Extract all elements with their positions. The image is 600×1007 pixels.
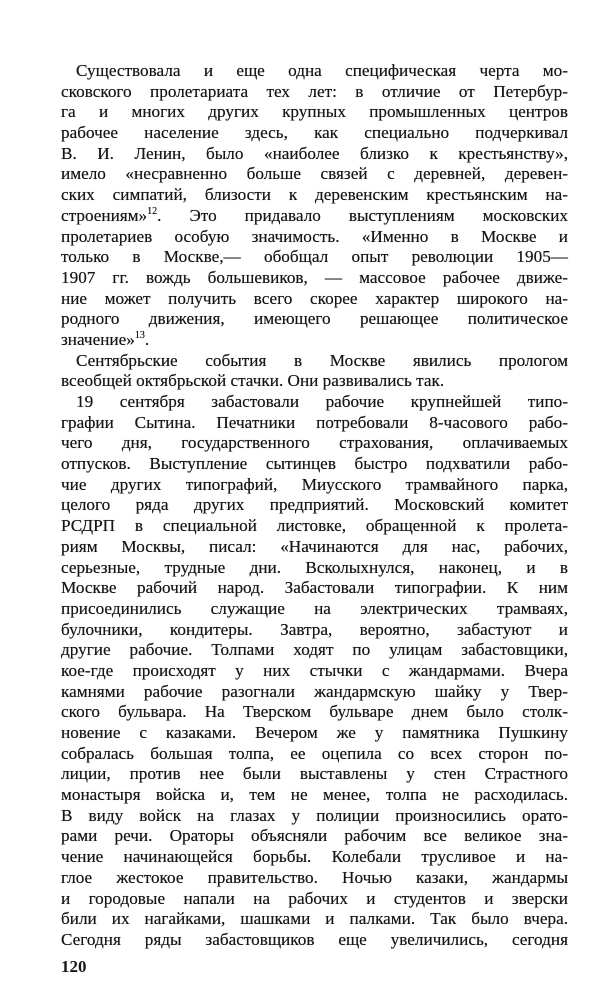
page-number: 120 [61,957,87,976]
text-line: только в Москве,— обобщал опыт революции 1905— [61,247,568,267]
text-line: сковского пролетариата тех лет: в отличие от Петербур- [61,81,568,101]
text-line: Сегодня ряды забастовщиков еще увеличились, сегодня [61,929,568,949]
text-line: чение начинающейся борьбы. Колебали трусливое и на- [61,847,568,867]
text-line: присоединились служащие на электрических трамваях, [61,598,568,618]
text-line: ских симпатий, близости к деревенским крестьянским на- [61,185,568,205]
text-line: кое-где происходят у них стычки с жандармами. Вчера [61,660,568,680]
text-line: риям Москвы, писал: «Начинаются для нас, рабочих, [61,536,568,556]
footnote-ref: 13 [134,329,145,341]
text-line: имело «несравненно больше связей с деревней, деревен- [61,164,568,184]
text-fragment: . [144,329,150,349]
text-line: собралась большая толпа, ее оцепила со всех сторон по- [61,743,568,763]
text-line: В виду войск на глазах у полиции произносились орато- [61,805,568,825]
text-fragment: значение» [61,329,135,349]
text-line: ние может получить всего скорее характер широкого на- [61,288,568,308]
footnote-ref: 12 [147,205,158,217]
text-line: ского бульвара. На Тверском бульваре днем было столк- [61,702,568,722]
text-line: рабочее население здесь, как специально подчеркивал [61,123,568,143]
text-line: чего дня, государственного страхования, оплачиваемых [61,433,568,453]
text-line: били их нагайками, шашками и палками. Так было вчера. [61,909,568,929]
text-line: отпусков. Выступление сытинцев быстро подхватили рабо- [61,454,568,474]
page-body [61,61,568,951]
text-line: Существовала и еще одна специфическая черта мо- [76,61,568,80]
text-line: лиции, против нее были выставлены у стен Страстного [61,764,568,784]
text-line: чие других типографий, Миусского трамвайного парка, [61,474,568,494]
text-line: Москве рабочий народ. Забастовали типографии. К ним [61,578,568,598]
text-fragment: . Это придавало выступлениям московских [157,205,568,225]
text-line: В. И. Ленин, было «наиболее близко к крестьянству», [61,143,568,163]
text-line: новение с казаками. Вечером же у памятника Пушкину [61,723,568,742]
text-line: пролетариев особую значимость. «Именно в Москве и [61,226,568,246]
text-line: графии Сытина. Печатники потребовали 8-часового рабо- [61,412,568,432]
text-line: другие рабочие. Толпами ходят по улицам забастовщики, [61,640,568,660]
text-line: рами речи. Ораторы объясняли рабочим все великое зна- [61,826,568,846]
text-line: всеобщей октябрьской стачки. Они развивались так. [61,371,445,391]
text-fragment: строениям» [61,205,148,225]
text-line: булочники, кондитеры. Завтра, вероятно, забастуют и [61,619,568,639]
text-line: га и многих других крупных промышленных центров [61,102,568,122]
text-line: Сентябрьские события в Москве явились прологом [76,350,568,370]
text-line: серьезные, трудные дни. Всколыхнулся, наконец, и в [61,557,568,577]
text-line: 19 сентября забастовали рабочие крупнейшей типо- [76,392,568,411]
text-line: 1907 гг. вождь большевиков, — массовое рабочее движе- [61,267,568,287]
text-line: и городовые напали на рабочих и студентов и зверски [61,888,568,908]
text-line [61,206,568,227]
text-line: целого ряда других предприятий. Московский комитет [61,495,568,515]
text-line: родного движения, имеющего решающее политическое [61,309,568,329]
text-line: монастыря войска и, тем не менее, толпа не расходилась. [61,785,568,805]
text-line: РСДРП в специальной листовке, обращенной к пролета- [61,516,568,536]
text-line: камнями рабочие разогнали жандармскую шайку у Твер- [61,681,568,701]
text-line [61,330,568,351]
text-line: глое жестокое правительство. Ночью казаки, жандармы [61,867,568,887]
